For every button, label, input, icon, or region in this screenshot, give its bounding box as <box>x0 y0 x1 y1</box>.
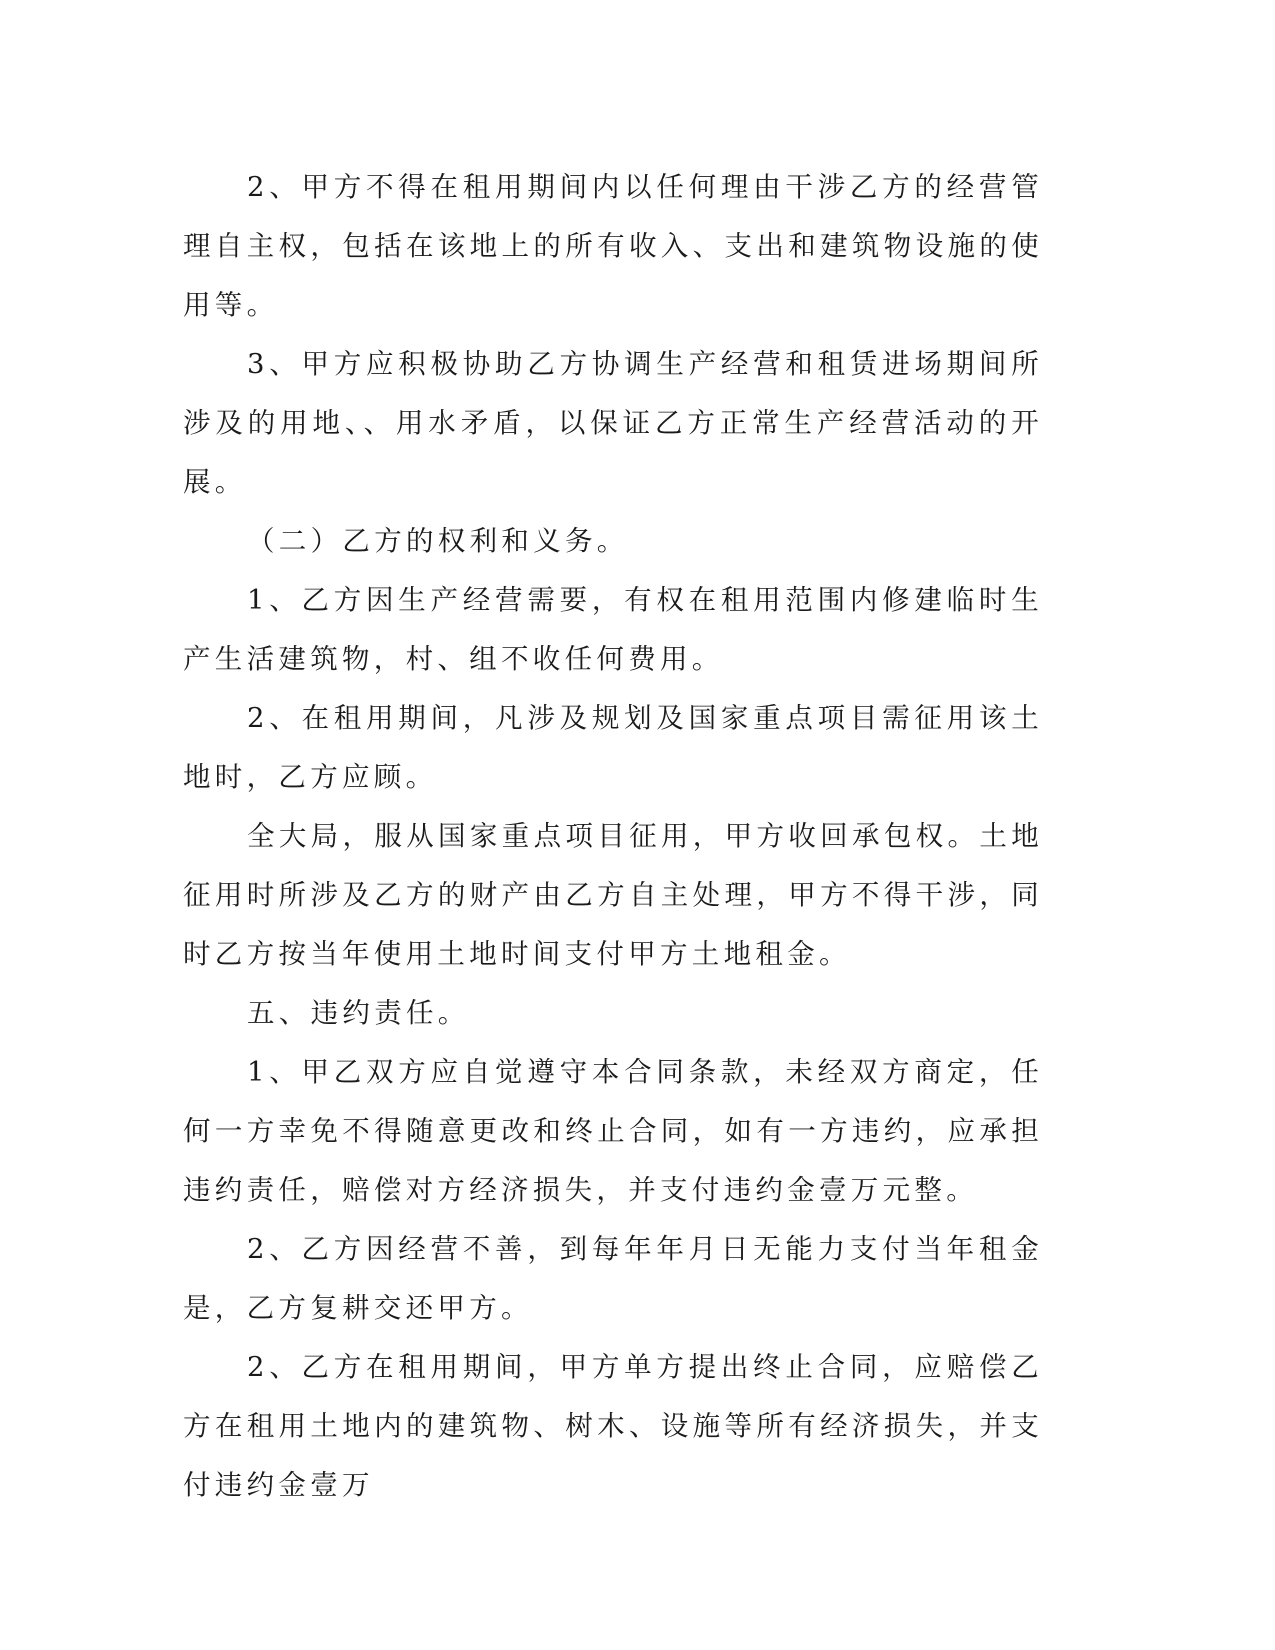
paragraph-overall-situation: 全大局，服从国家重点项目征用，甲方收回承包权。土地征用时所涉及乙方的财产由乙方自主处理，甲方不得干涉，同时乙方按当年使用土地时间支付甲方土地租金。 <box>183 820 1043 970</box>
paragraph-party-a-no-interference: 2、甲方不得在租用期间内以任何理由干涉乙方的经营管理自主权，包括在该地上的所有收入、支出和建筑物设施的使用等。 <box>183 171 1043 321</box>
paragraph-breach-3: 2、乙方在租用期间，甲方单方提出终止合同，应赔偿乙方在租用土地内的建筑物、树木、设施等所有经济损失，并支付违约金壹万 <box>183 1351 1043 1501</box>
section-heading-party-b-rights: （二）乙方的权利和义务。 <box>247 525 629 557</box>
section-heading-breach-liability: 五、违约责任。 <box>247 997 470 1029</box>
document-body <box>183 158 1043 1515</box>
paragraph-party-a-assist: 3、甲方应积极协助乙方协调生产经营和租赁进场期间所涉及的用地、、用水矛盾，以保证乙方正常生产经营活动的开展。 <box>183 348 1043 498</box>
paragraph-party-b-build: 1、乙方因生产经营需要，有权在租用范围内修建临时生产生活建筑物，村、组不收任何费用。 <box>183 584 1043 675</box>
paragraph-breach-1: 1、甲乙双方应自觉遵守本合同条款，未经双方商定，任何一方幸免不得随意更改和终止合同，如有一方违约，应承担违约责任，赔偿对方经济损失，并支付违约金壹万元整。 <box>183 1056 1043 1206</box>
paragraph-party-b-expropriation: 2、在租用期间，凡涉及规划及国家重点项目需征用该土地时，乙方应顾。 <box>183 702 1043 793</box>
paragraph-breach-2: 2、乙方因经营不善，到每年年月日无能力支付当年租金是，乙方复耕交还甲方。 <box>183 1233 1043 1324</box>
